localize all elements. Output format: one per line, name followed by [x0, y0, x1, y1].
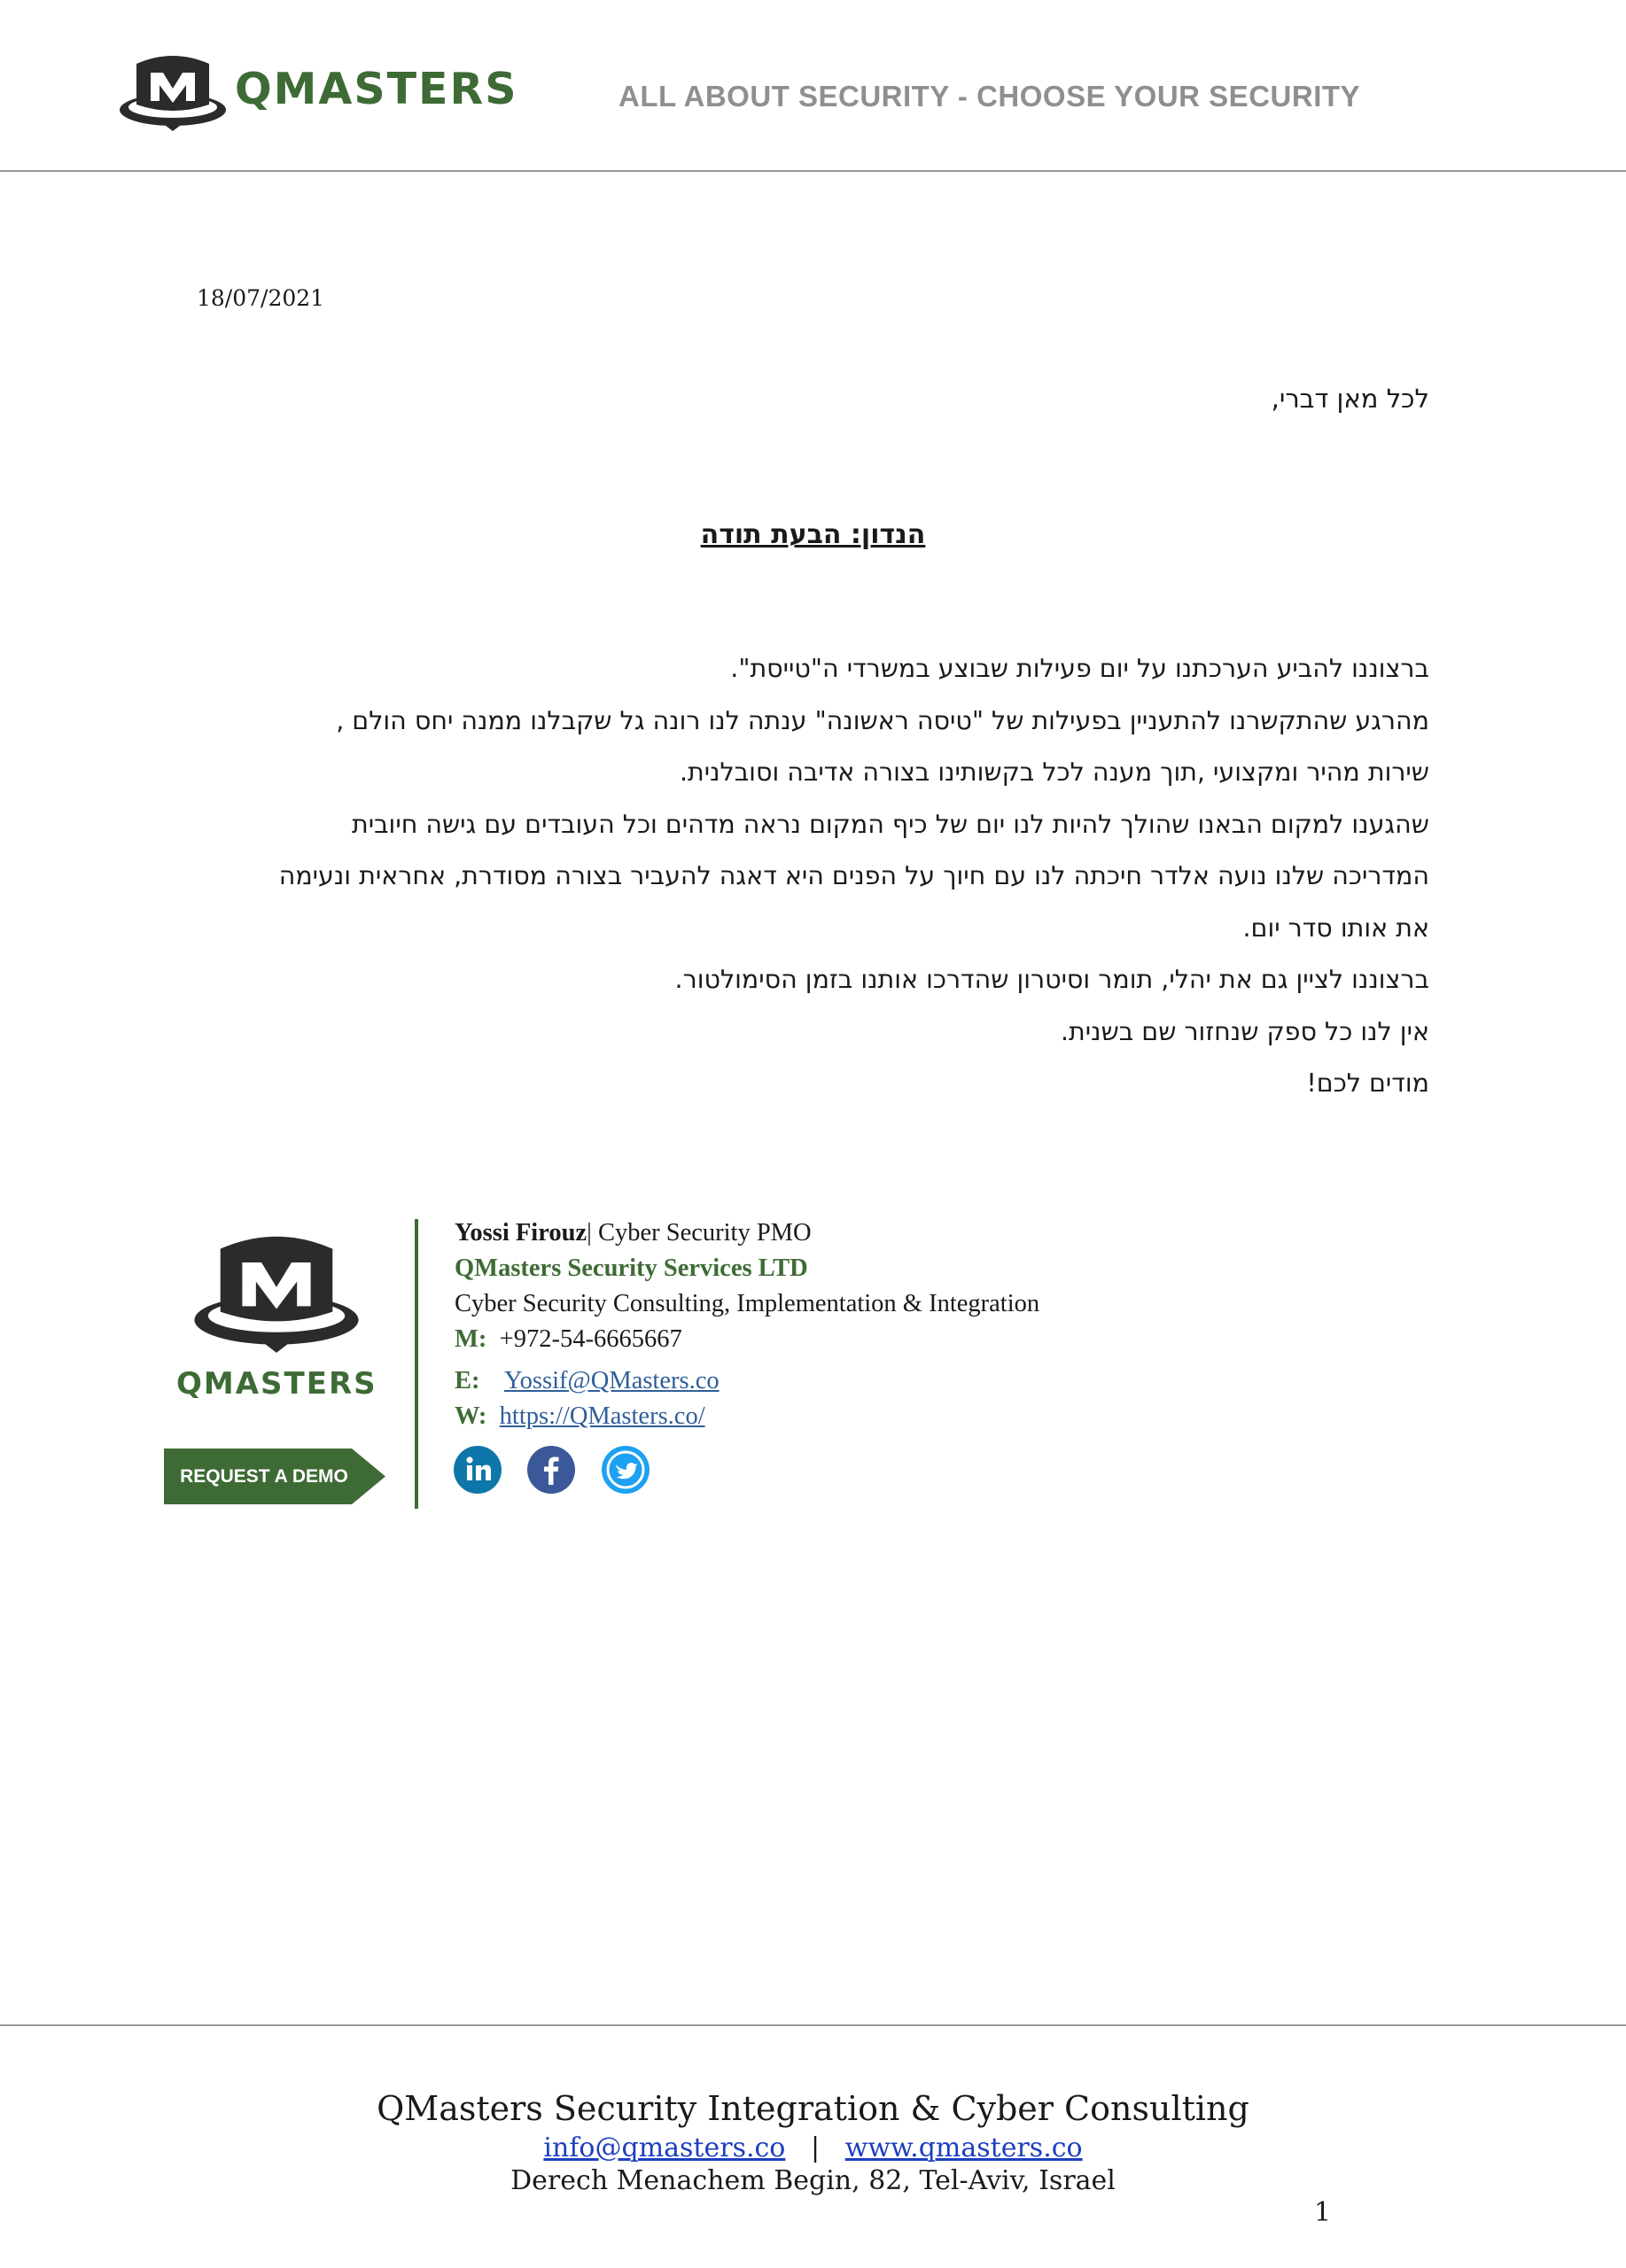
- body-line: אין לנו כל ספק שנחזור שם בשנית.: [1061, 1016, 1429, 1046]
- request-demo-button[interactable]: [164, 1449, 385, 1504]
- body-line: המדריכה שלנו נועה אלדר חיכתה לנו עם חיוך על הפנים היא דאגה להעביר בצורה מסודרת, אחראית ונעימה: [278, 861, 1429, 890]
- signature-web-link[interactable]: https://QMasters.co/: [499, 1402, 705, 1430]
- page-number: 1: [1314, 2197, 1332, 2228]
- signature-email-line: [455, 1367, 720, 1395]
- signature-logo-icon: [190, 1230, 363, 1355]
- qmasters-logo-icon: [117, 51, 229, 133]
- signature-description: Cyber Security Consulting, Implementation & Integration: [455, 1290, 1040, 1317]
- request-demo-label: REQUEST A DEMO: [180, 1466, 348, 1487]
- web-label: W:: [455, 1402, 487, 1430]
- body-line: מודים לכם!: [1306, 1068, 1429, 1098]
- letter-greeting: לכל מאן דברי,: [1271, 384, 1429, 414]
- footer-address: Derech Menachem Begin, 82, Tel-Aviv, Israel: [510, 2165, 1116, 2196]
- footer-company: QMasters Security Integration & Cyber Consulting: [377, 2089, 1249, 2128]
- signature-phone: +972-54-6665667: [499, 1325, 682, 1353]
- letter-subject: [0, 519, 1626, 550]
- tagline: ALL ABOUT SECURITY - CHOOSE YOUR SECURITY: [619, 80, 1361, 113]
- body-line: ברצוננו להביע הערכתנו על יום פעילות שבוצע במשרדי ה"טייסת".: [730, 654, 1429, 683]
- subject-text: הנדון: הבעת תודה: [700, 519, 926, 550]
- brand-name: QMASTERS: [235, 64, 518, 114]
- signature-role: | Cyber Security PMO: [587, 1219, 812, 1247]
- body-line: שהגענו למקום הבאנו שהולך להיות לנו יום של כיף המקום נראה מדהים וכל העובדים עם גישה חיובית: [351, 809, 1429, 839]
- signature-web-line: [455, 1402, 705, 1431]
- signature-company: QMasters Security Services LTD: [455, 1254, 808, 1282]
- signature-brand: QMASTERS: [176, 1366, 377, 1402]
- signature-phone-line: [455, 1325, 682, 1354]
- body-line: מהרגע שהתקשרנו להתעניין בפעילות של "טיסה ראשונה" ענתה לנו רונה גל שקבלנו ממנה יחס הולם ,: [336, 705, 1429, 735]
- facebook-icon[interactable]: [527, 1446, 575, 1494]
- signature-name-line: [455, 1219, 812, 1247]
- footer-separator: |: [810, 2132, 821, 2163]
- linkedin-icon[interactable]: [454, 1446, 502, 1494]
- email-label: E:: [455, 1367, 480, 1394]
- footer-website-link[interactable]: www.qmasters.co: [844, 2132, 1083, 2163]
- letter-body: [197, 643, 1429, 1110]
- footer-email-link[interactable]: info@qmasters.co: [543, 2132, 786, 2163]
- letter-date: 18/07/2021: [197, 285, 325, 311]
- body-line: את אותו סדר יום.: [1242, 913, 1429, 943]
- signature-email-link[interactable]: Yossif@QMasters.co: [503, 1367, 720, 1394]
- twitter-icon[interactable]: [602, 1446, 650, 1494]
- footer-contacts: [0, 2132, 1626, 2163]
- signature-name: Yossi Firouz: [455, 1219, 587, 1247]
- letterhead: [0, 0, 1626, 172]
- signature-divider: [415, 1219, 418, 1509]
- phone-label: M:: [455, 1325, 487, 1353]
- body-line: ברצוננו לציין גם את יהלי, תומר וסיטרון שהדרכו אותנו בזמן הסימולטור.: [674, 965, 1429, 994]
- footer-divider: [0, 2024, 1626, 2026]
- body-line: שירות מהיר ומקצועי ,תוך מענה לכל בקשותינו בצורה אדיבה וסובלנית.: [679, 757, 1429, 787]
